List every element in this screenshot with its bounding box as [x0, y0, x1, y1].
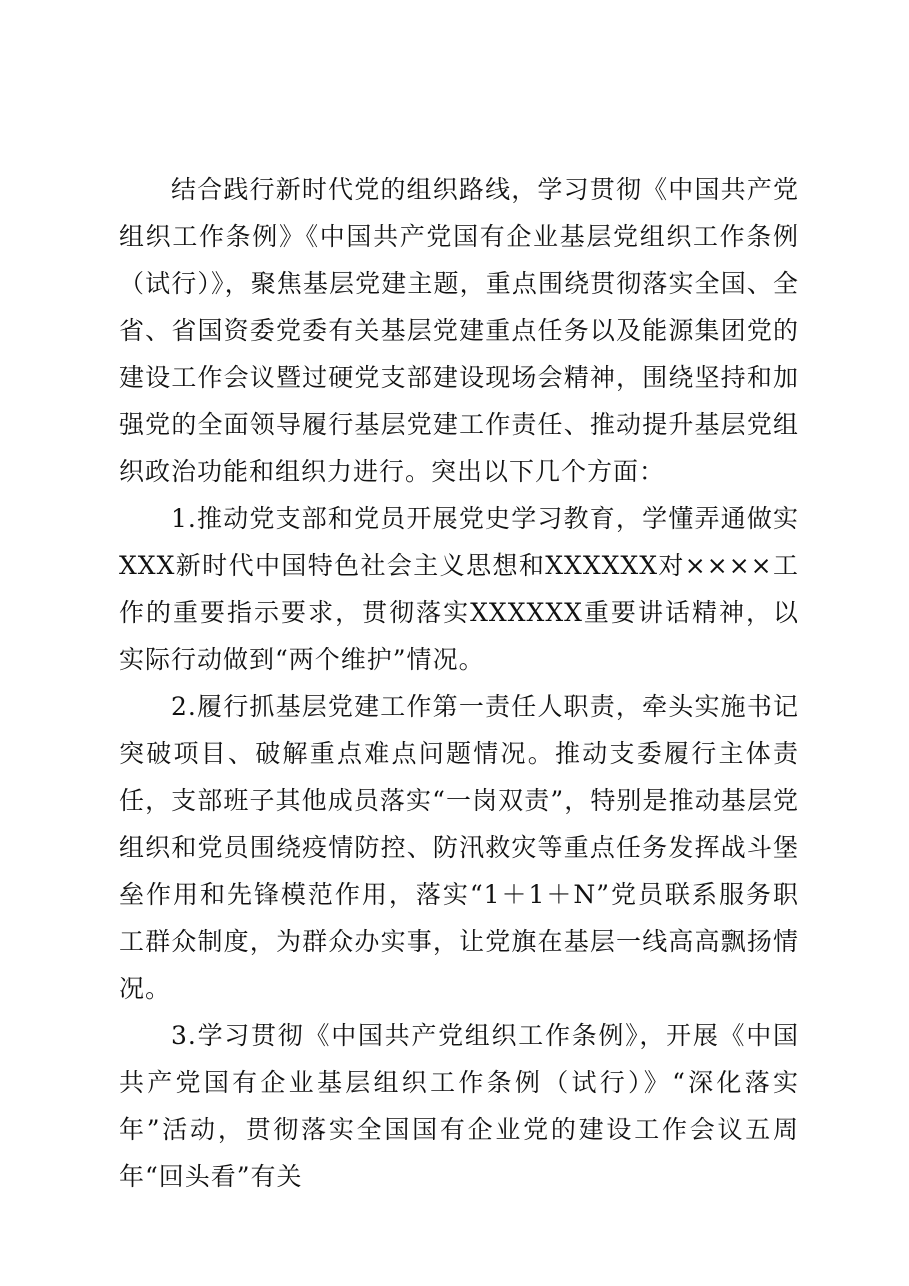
document-body [119, 166, 799, 1200]
item-1-paragraph: 1.推动党支部和党员开展党史学习教育，学懂弄通做实XXX新时代中国特色社会主义思想和XXXXXX对××××工作的重要指示要求，贯彻落实XXXXXX重要讲话精神，以实际行动做到“两个维护”情况。 [119, 504, 799, 674]
item-2-paragraph: 2.履行抓基层党建工作第一责任人职责，牵头实施书记突破项目、破解重点难点问题情况。推动支委履行主体责任，支部班子其他成员落实“一岗双责”，特别是推动基层党组织和党员围绕疫情防控、防汛救灾等重点任务发挥战斗堡垒作用和先锋模范作用，落实“1＋1＋N”党员联系服务职工群众制度，为群众办实事，让党旗在基层一线高高飘扬情况。 [119, 692, 799, 1003]
item-3-paragraph: 3.学习贯彻《中国共产党组织工作条例》，开展《中国共产党国有企业基层组织工作条例（试行）》“深化落实年”活动，贯彻落实全国国有企业党的建设工作会议五周年“回头看”有关 [119, 1021, 799, 1191]
intro-paragraph: 结合践行新时代党的组织路线，学习贯彻《中国共产党组织工作条例》《中国共产党国有企业基层党组织工作条例（试行）》，聚焦基层党建主题，重点围绕贯彻落实全国、全省、省国资委党委有关基层党建重点任务以及能源集团党的建设工作会议暨过硬党支部建设现场会精神，围绕坚持和加强党的全面领导履行基层党建工作责任、推动提升基层党组织政治功能和组织力进行。突出以下几个方面： [119, 175, 799, 486]
